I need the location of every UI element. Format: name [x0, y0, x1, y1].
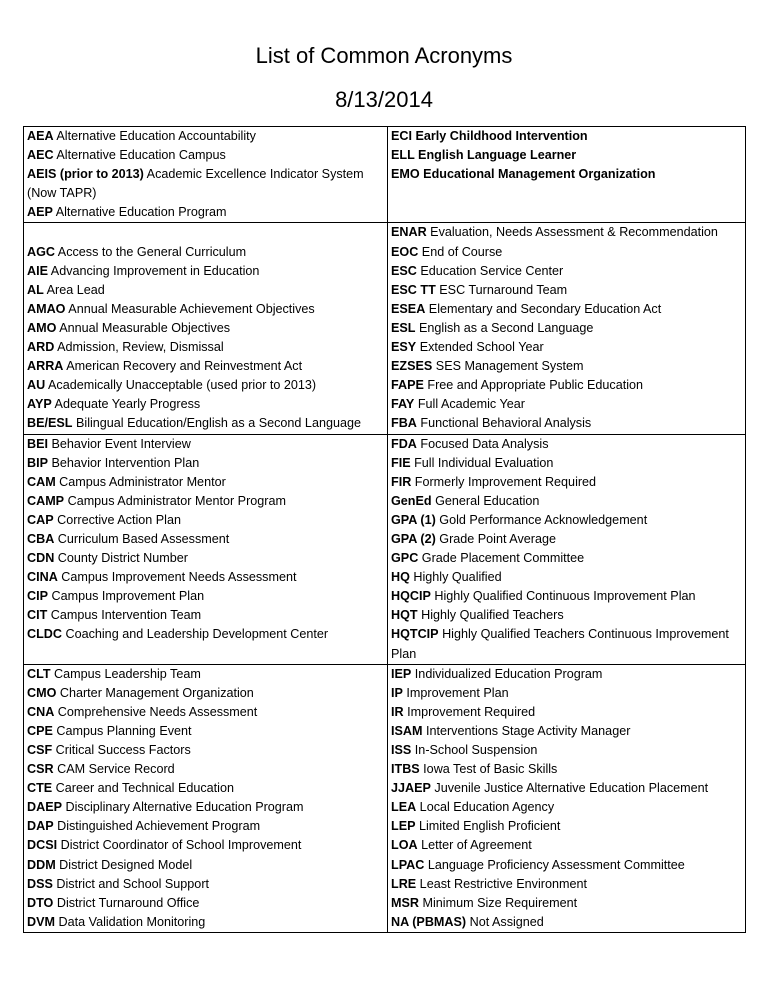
acronym-definition: Highly Qualified Teachers Continuous Improvement Plan	[391, 627, 729, 661]
acronym-entry	[27, 511, 384, 530]
acronym-abbreviation: GenEd	[391, 493, 432, 508]
acronym-definition: Access to the General Curriculum	[55, 244, 247, 259]
left-column-cell	[24, 223, 388, 434]
acronym-entry	[391, 665, 742, 684]
acronym-abbreviation: LEP	[391, 819, 416, 834]
acronym-definition: English as a Second Language	[415, 320, 594, 335]
acronym-abbreviation: CNA	[27, 704, 55, 719]
acronym-abbreviation: CBA	[27, 531, 55, 546]
acronym-entry	[391, 395, 742, 414]
acronym-abbreviation: CAMP	[27, 493, 65, 508]
acronym-entry	[27, 376, 384, 395]
acronym-entry	[391, 703, 742, 722]
acronym-abbreviation: ESL	[391, 320, 416, 335]
acronym-abbreviation: ECI Early Childhood Intervention	[391, 129, 588, 143]
acronym-entry	[27, 568, 384, 587]
acronym-definition: Improvement Required	[403, 704, 536, 719]
acronym-entry	[27, 684, 384, 703]
acronym-abbreviation: FDA	[391, 436, 417, 451]
acronym-definition: Individualized Education Program	[411, 666, 603, 681]
acronym-definition: Grade Placement Committee	[418, 551, 585, 566]
acronym-abbreviation: HQTCIP	[391, 627, 439, 642]
acronym-abbreviation: DTO	[27, 895, 54, 910]
acronym-definition: Alternative Education Program	[52, 205, 227, 220]
acronym-definition: Full Academic Year	[414, 397, 525, 412]
acronym-definition: Formerly Improvement Required	[411, 474, 597, 489]
acronym-abbreviation: DCSI	[27, 838, 58, 853]
acronym-definition: Career and Technical Education	[52, 781, 234, 796]
acronym-definition: Juvenile Justice Alternative Education Placement	[430, 781, 709, 796]
acronym-entry	[27, 395, 384, 414]
acronym-definition: Highly Qualified	[409, 570, 502, 585]
acronym-definition: General Education	[431, 493, 540, 508]
acronym-entry	[391, 836, 742, 855]
acronym-abbreviation: JJAEP	[391, 781, 431, 796]
acronym-abbreviation: DDM	[27, 857, 56, 872]
acronym-entry	[391, 319, 742, 338]
acronym-abbreviation: ESC	[391, 263, 417, 278]
acronym-row-group	[24, 664, 746, 932]
acronym-entry	[27, 894, 384, 913]
acronym-abbreviation: DAP	[27, 819, 54, 834]
acronym-abbreviation: CDN	[27, 551, 55, 566]
acronym-abbreviation: AEC	[27, 148, 54, 163]
acronym-abbreviation: AEA	[27, 129, 54, 143]
acronym-entry	[391, 913, 742, 932]
acronym-entry	[27, 856, 384, 875]
acronym-definition: Critical Success Factors	[52, 743, 191, 757]
document-date: 8/13/2014	[335, 87, 433, 112]
acronym-row-group	[24, 127, 746, 223]
acronym-entry	[27, 665, 384, 684]
acronym-abbreviation: ARRA	[27, 359, 64, 374]
acronym-definition: Improvement Plan	[402, 685, 509, 700]
acronym-entry	[391, 300, 742, 319]
acronym-abbreviation: LEA	[391, 800, 417, 815]
acronym-abbreviation: GPC	[391, 551, 419, 566]
acronym-abbreviation: AL	[27, 282, 44, 297]
acronym-abbreviation: HQCIP	[391, 589, 431, 604]
acronym-abbreviation: LOA	[391, 838, 418, 853]
acronym-entry	[27, 817, 384, 836]
acronym-abbreviation: ESEA	[391, 301, 426, 316]
acronym-entry	[391, 856, 742, 875]
acronym-entry	[391, 165, 742, 184]
acronym-abbreviation: ESC TT	[391, 282, 436, 297]
right-column-cell	[388, 664, 746, 932]
acronym-abbreviation: AU	[27, 378, 46, 393]
acronym-definition: Bilingual Education/English as a Second Language	[72, 416, 361, 431]
acronym-abbreviation: AYP	[27, 397, 52, 412]
acronym-definition: Curriculum Based Assessment	[54, 531, 230, 546]
acronym-entry	[391, 779, 742, 798]
acronym-abbreviation: FAY	[391, 397, 415, 412]
acronym-abbreviation: CPE	[27, 723, 53, 738]
acronym-abbreviation: NA (PBMAS)	[391, 914, 467, 929]
acronym-entry	[391, 798, 742, 817]
acronym-entry	[391, 376, 742, 395]
acronym-abbreviation: CSR	[27, 762, 54, 777]
acronym-abbreviation: FBA	[391, 416, 417, 431]
acronym-definition: SES Management System	[432, 359, 584, 374]
acronym-abbreviation: CLT	[27, 666, 51, 681]
acronym-entry	[27, 473, 384, 492]
acronym-entry	[27, 262, 384, 281]
acronym-abbreviation: ARD	[27, 340, 55, 355]
acronym-definition: Language Proficiency Assessment Committee	[424, 857, 685, 872]
acronym-entry	[391, 817, 742, 836]
acronym-abbreviation: DVM	[27, 914, 55, 929]
acronym-entry	[27, 913, 384, 932]
acronym-definition: Distinguished Achievement Program	[53, 819, 261, 834]
acronym-definition: Highly Qualified Teachers	[417, 608, 564, 623]
acronym-definition: Free and Appropriate Public Education	[423, 378, 644, 393]
acronym-entry	[27, 722, 384, 741]
acronym-definition: Annual Measurable Objectives	[56, 320, 231, 335]
acronym-abbreviation: MSR	[391, 895, 419, 910]
acronym-definition: Elementary and Secondary Education Act	[425, 301, 662, 316]
acronym-definition: Minimum Size Requirement	[419, 895, 578, 910]
acronym-entry	[27, 703, 384, 722]
acronym-abbreviation: EMO Educational Management Organization	[391, 167, 656, 182]
acronym-abbreviation: DAEP	[27, 800, 62, 815]
acronym-definition: Campus Improvement Needs Assessment	[57, 570, 297, 585]
acronym-definition: Focused Data Analysis	[416, 436, 549, 451]
acronym-entry	[391, 281, 742, 300]
acronym-entry	[391, 357, 742, 376]
acronym-abbreviation: IP	[391, 685, 403, 700]
acronym-definition: County District Number	[54, 551, 188, 566]
acronym-entry	[27, 779, 384, 798]
acronym-entry	[27, 146, 384, 165]
acronym-entry	[391, 606, 742, 625]
acronym-definition: Evaluation, Needs Assessment & Recommendation	[426, 225, 718, 240]
acronym-entry	[391, 894, 742, 913]
acronym-abbreviation: CIP	[27, 589, 48, 604]
acronym-abbreviation: ENAR	[391, 225, 427, 240]
acronym-definition: Full Individual Evaluation	[410, 455, 554, 470]
acronym-entry	[27, 875, 384, 894]
acronym-entry	[391, 684, 742, 703]
acronym-definition: District Designed Model	[55, 857, 193, 872]
acronym-definition: Annual Measurable Achievement Objectives	[65, 301, 315, 316]
left-column-cell	[24, 434, 388, 664]
acronym-entry	[27, 454, 384, 473]
acronym-definition: Local Education Agency	[416, 800, 555, 815]
acronym-abbreviation: CMO	[27, 685, 57, 700]
acronym-definition: Iowa Test of Basic Skills	[419, 762, 558, 777]
acronym-entry	[391, 875, 742, 894]
acronym-entry	[391, 587, 742, 606]
acronym-definition: Adequate Yearly Progress	[51, 397, 201, 412]
acronym-entry	[391, 184, 742, 203]
acronym-entry	[391, 414, 742, 433]
acronym-entry	[27, 338, 384, 357]
acronym-abbreviation: AMO	[27, 320, 57, 335]
acronym-definition: Area Lead	[43, 282, 105, 297]
acronym-definition: Functional Behavioral Analysis	[416, 416, 592, 431]
acronym-definition: Disciplinary Alternative Education Program	[62, 800, 304, 815]
acronym-entry	[27, 223, 384, 242]
acronym-definition: Advancing Improvement in Education	[48, 263, 260, 278]
acronym-definition: CAM Service Record	[53, 762, 175, 777]
acronym-definition: Least Restrictive Environment	[416, 876, 587, 891]
acronym-abbreviation: GPA (1)	[391, 512, 436, 527]
acronym-abbreviation: AMAO	[27, 301, 66, 316]
acronym-entry	[27, 414, 384, 433]
acronym-abbreviation: CSF	[27, 743, 53, 757]
acronym-entry	[391, 760, 742, 779]
acronym-abbreviation: BIP	[27, 455, 48, 470]
acronym-abbreviation: LPAC	[391, 857, 425, 872]
acronym-definition: Limited English Proficient	[415, 819, 561, 834]
acronym-abbreviation: HQ	[391, 570, 410, 585]
acronym-entry	[391, 223, 742, 242]
acronym-abbreviation: IEP	[391, 666, 412, 681]
acronym-abbreviation: ITBS	[391, 762, 420, 777]
acronym-entry	[27, 760, 384, 779]
acronym-definition: District Turnaround Office	[53, 895, 200, 910]
acronym-definition: Admission, Review, Dismissal	[54, 340, 224, 355]
acronym-definition: Campus Administrator Mentor	[55, 474, 226, 489]
acronym-abbreviation: HQT	[391, 608, 418, 623]
acronym-definition: Highly Qualified Continuous Improvement Plan	[430, 589, 696, 604]
acronym-entry	[391, 338, 742, 357]
acronym-entry	[27, 549, 384, 568]
acronym-abbreviation: ISS	[391, 743, 412, 757]
acronym-entry	[27, 587, 384, 606]
acronym-row-group	[24, 223, 746, 434]
acronym-entry	[391, 127, 742, 146]
acronym-entry	[391, 435, 742, 454]
document-title: List of Common Acronyms	[255, 43, 513, 68]
acronym-abbreviation: BEI	[27, 436, 48, 451]
acronym-entry	[27, 530, 384, 549]
acronym-abbreviation: FIR	[391, 474, 412, 489]
acronym-entry	[391, 511, 742, 530]
right-column-cell	[388, 223, 746, 434]
acronym-entry	[391, 530, 742, 549]
acronym-entry	[27, 836, 384, 855]
acronym-entry	[27, 741, 384, 760]
acronym-entry	[391, 549, 742, 568]
acronym-definition: Campus Intervention Team	[47, 608, 202, 623]
acronym-entry	[27, 281, 384, 300]
acronym-definition: District Coordinator of School Improvement	[57, 838, 302, 853]
acronym-entry	[27, 625, 384, 644]
acronym-definition: Campus Leadership Team	[50, 666, 201, 681]
acronym-abbreviation: AEIS (prior to 2013)	[27, 167, 144, 182]
acronym-entry	[27, 606, 384, 625]
acronym-abbreviation: FAPE	[391, 378, 424, 393]
acronym-definition: Behavior Event Interview	[48, 436, 191, 451]
acronym-row-group	[24, 434, 746, 664]
acronym-entry	[391, 568, 742, 587]
acronym-definition: Corrective Action Plan	[53, 512, 181, 527]
acronym-definition: American Recovery and Reinvestment Act	[63, 359, 303, 374]
acronym-abbreviation: DSS	[27, 876, 53, 891]
acronym-entry	[27, 435, 384, 454]
acronym-definition: District and School Support	[52, 876, 210, 891]
acronym-definition: Behavior Intervention Plan	[48, 455, 200, 470]
acronym-entry	[391, 741, 742, 760]
acronym-definition: Not Assigned	[466, 914, 544, 929]
acronym-abbreviation: GPA (2)	[391, 531, 436, 546]
acronym-entry	[27, 300, 384, 319]
acronym-definition: Comprehensive Needs Assessment	[54, 704, 258, 719]
acronym-abbreviation: CTE	[27, 781, 53, 796]
acronym-abbreviation: AIE	[27, 263, 48, 278]
acronym-entry	[27, 203, 384, 222]
acronym-table-body	[24, 127, 746, 933]
acronym-definition: Interventions Stage Activity Manager	[422, 723, 631, 738]
acronym-abbreviation: LRE	[391, 876, 417, 891]
acronym-entry	[391, 454, 742, 473]
acronym-abbreviation: FIE	[391, 455, 411, 470]
acronym-definition: Campus Improvement Plan	[48, 589, 205, 604]
acronym-definition: Coaching and Leadership Development Center	[61, 627, 329, 642]
acronym-definition: Campus Planning Event	[52, 723, 192, 738]
acronym-entry	[27, 357, 384, 376]
acronym-entry	[391, 473, 742, 492]
acronym-abbreviation: AEP	[27, 205, 53, 220]
acronym-abbreviation: ELL English Language Learner	[391, 148, 577, 163]
acronym-entry	[391, 146, 742, 165]
acronym-definition: Academically Unacceptable (used prior to 2013)	[45, 378, 317, 393]
acronym-definition: In-School Suspension	[411, 743, 538, 757]
acronym-entry	[391, 492, 742, 511]
right-column-cell	[388, 434, 746, 664]
acronym-abbreviation: BE/ESL	[27, 416, 73, 431]
acronym-entry	[391, 243, 742, 262]
acronym-abbreviation: CAM	[27, 474, 56, 489]
acronym-abbreviation: CIT	[27, 608, 48, 623]
acronym-entry	[391, 262, 742, 281]
acronym-entry	[27, 319, 384, 338]
acronym-definition: Academic Excellence Indicator System (Now TAPR)	[27, 167, 364, 201]
right-column-cell	[388, 127, 746, 223]
acronym-table	[23, 126, 746, 933]
acronym-entry	[27, 492, 384, 511]
acronym-abbreviation: CAP	[27, 512, 54, 527]
acronym-definition: Alternative Education Campus	[53, 148, 226, 163]
acronym-abbreviation: IR	[391, 704, 404, 719]
acronym-definition: Extended School Year	[416, 340, 544, 355]
left-column-cell	[24, 664, 388, 932]
acronym-abbreviation: ESY	[391, 340, 417, 355]
acronym-abbreviation: CINA	[27, 570, 58, 585]
acronym-abbreviation: ISAM	[391, 723, 423, 738]
acronym-abbreviation: EOC	[391, 244, 419, 259]
acronym-abbreviation: EZSES	[391, 359, 433, 374]
acronym-definition: Data Validation Monitoring	[55, 914, 206, 929]
acronym-entry	[391, 625, 742, 663]
acronym-definition: Campus Administrator Mentor Program	[64, 493, 286, 508]
acronym-definition: End of Course	[418, 244, 503, 259]
acronym-definition: Alternative Education Accountability	[53, 129, 256, 143]
acronym-definition: Charter Management Organization	[56, 685, 254, 700]
acronym-abbreviation: AGC	[27, 244, 55, 259]
acronym-definition: Grade Point Average	[435, 531, 556, 546]
acronym-definition: Education Service Center	[416, 263, 564, 278]
acronym-definition: ESC Turnaround Team	[435, 282, 568, 297]
acronym-entry	[27, 798, 384, 817]
acronym-entry	[27, 243, 384, 262]
acronym-definition: Letter of Agreement	[417, 838, 532, 853]
acronym-entry	[27, 165, 384, 203]
left-column-cell	[24, 127, 388, 223]
acronym-entry	[391, 722, 742, 741]
acronym-entry	[27, 127, 384, 146]
acronym-abbreviation: CLDC	[27, 627, 62, 642]
acronym-definition: Gold Performance Acknowledgement	[435, 512, 648, 527]
